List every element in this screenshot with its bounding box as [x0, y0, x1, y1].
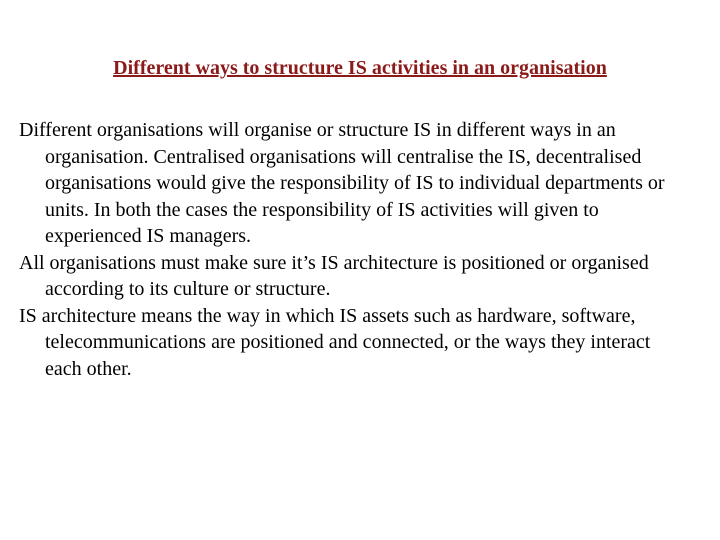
paragraph-centralisation: Different organisations will organise or structure IS in different ways in an organisation. Centralised organisations will centralise the IS, decentralised organisations would give the responsibility of IS to individual departments or units. In both the cases the responsibility of IS activities will given to experienced IS managers.	[19, 119, 665, 247]
paragraph-architecture-definition: IS architecture means the way in which IS assets such as hardware, software, telecommunications are positioned and connected, or the ways they interact each other.	[19, 304, 651, 380]
paragraph-architecture-culture: All organisations must make sure it’s IS architecture is positioned or organised according to its culture or structure.	[19, 251, 649, 300]
slide-title: Different ways to structure IS activities in an organisation	[113, 57, 607, 79]
slide-body	[19, 117, 691, 382]
